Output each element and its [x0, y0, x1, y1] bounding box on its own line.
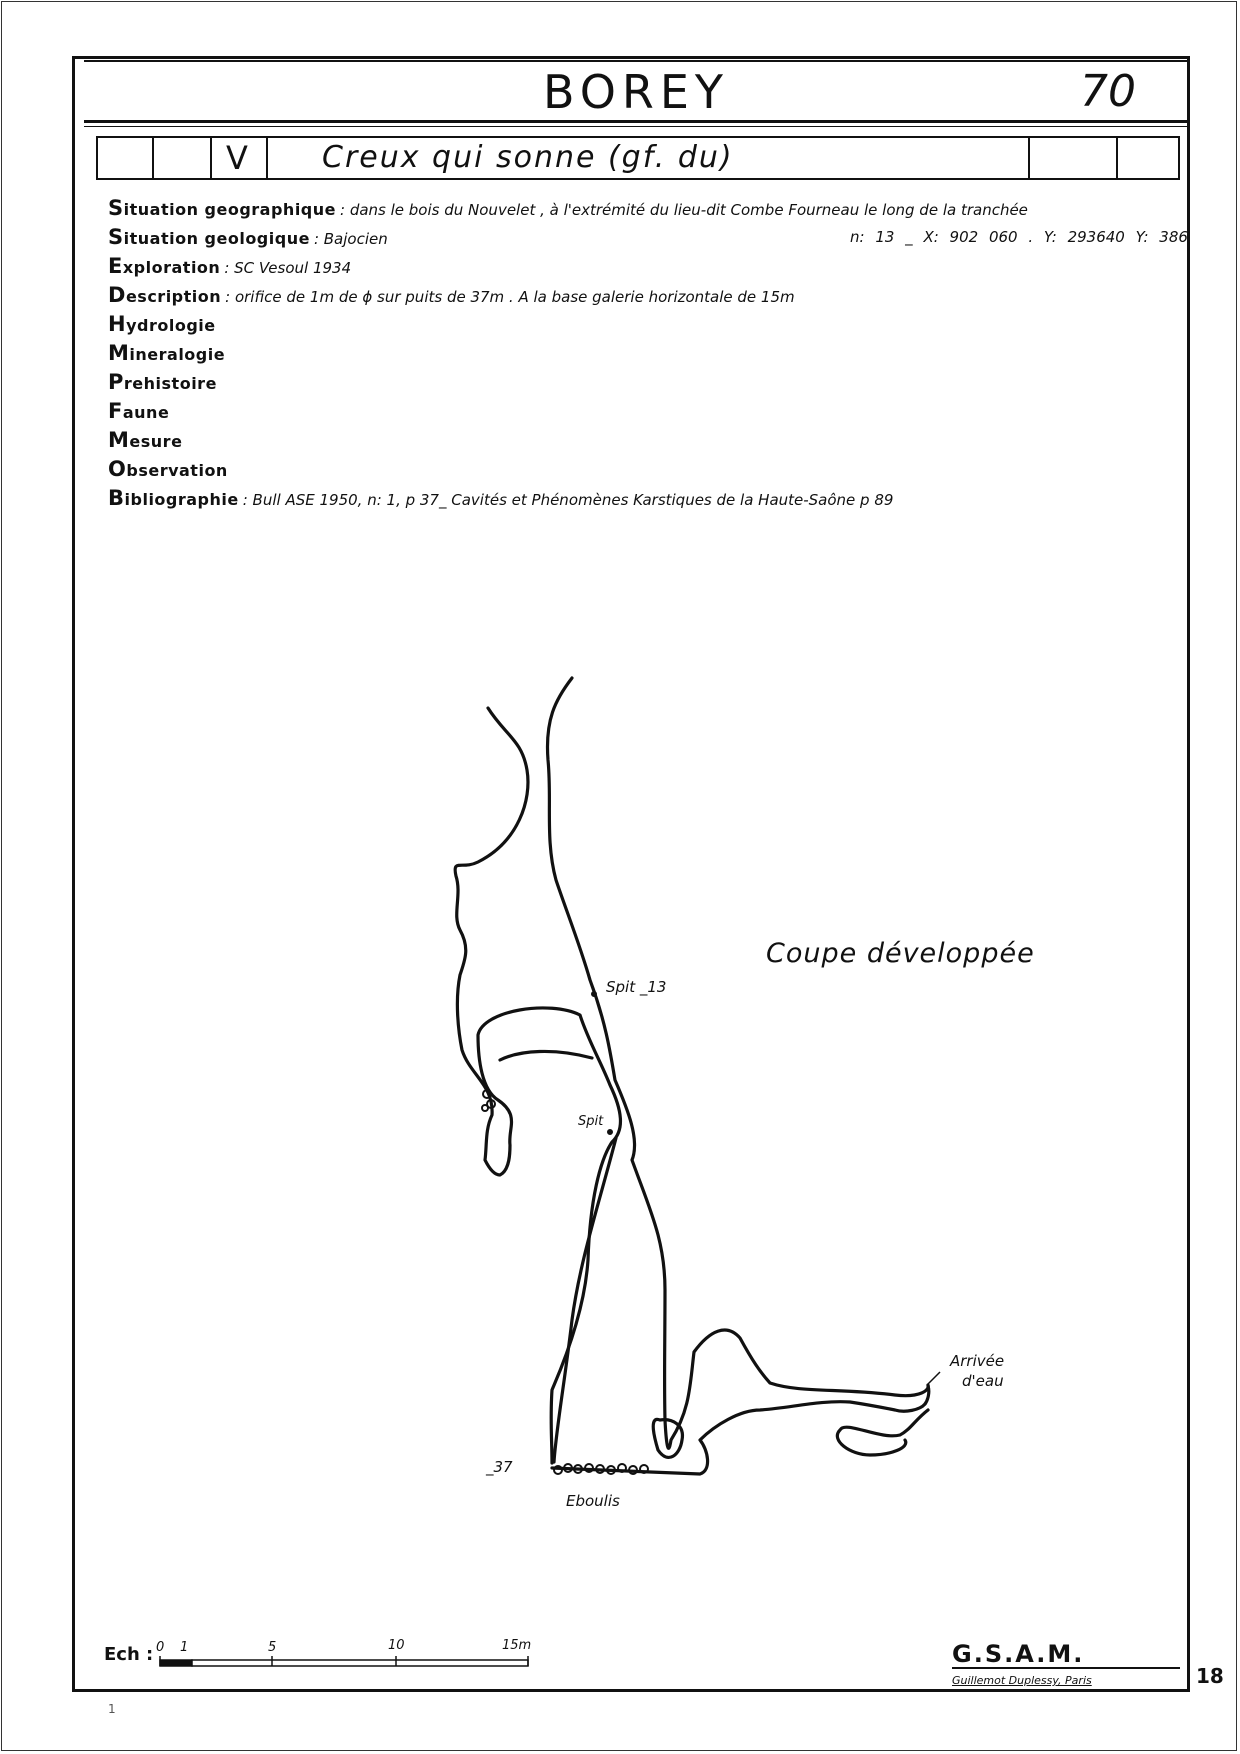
- field-value: : dans le bois du Nouvelet , à l'extrémité du lieu-dit Combe Fourneau le long de la tranchée: [340, 201, 1028, 219]
- label-arrivee: Arrivée: [950, 1352, 1005, 1370]
- label-eboulis: Eboulis: [566, 1492, 620, 1510]
- shaft-wall-outer: [455, 708, 620, 1463]
- label-spit: Spit: [578, 1114, 604, 1129]
- field-label: Exploration: [108, 254, 221, 278]
- publisher-name: Guillemot Duplessy, Paris: [952, 1674, 1092, 1687]
- shaft-wall-left-lower: [554, 1138, 616, 1462]
- scale-label: Ech :: [104, 1644, 154, 1665]
- field-label: Hydrologie: [108, 312, 216, 336]
- coordinates: n: 13 _ X: 902 060 . Y: 293640 Y: 386: [850, 228, 1188, 246]
- scale-bar-filled: [160, 1660, 192, 1666]
- field-value: : orifice de 1m de ϕ sur puits de 37m . A la base galerie horizontale de 15m: [225, 288, 795, 306]
- label-deau: d'eau: [962, 1372, 1004, 1390]
- field-label: Description: [108, 283, 222, 307]
- field-label: Mesure: [108, 428, 183, 452]
- spit-point: [592, 992, 596, 996]
- field-value: : Bull ASE 1950, n: 1, p 37_ Cavités et Phénomènes Karstiques de la Haute-Saône p 89: [242, 491, 894, 509]
- field-label: Bibliographie: [108, 486, 239, 510]
- label-depth: _37: [486, 1458, 513, 1476]
- shaft-wall-right: [547, 678, 928, 1448]
- page-number: 18: [1196, 1664, 1224, 1688]
- inner-passage: [500, 1051, 592, 1060]
- scale-bar: [160, 1656, 528, 1666]
- scale-tick-label: 15m: [502, 1638, 532, 1653]
- cave-name: Creux qui sonne (gf. du): [322, 140, 734, 175]
- org-name: G.S.A.M.: [952, 1640, 1085, 1668]
- scale-tick-label: 1: [180, 1640, 189, 1655]
- field-label: Situation geologique: [108, 225, 310, 249]
- gallery-tail: [837, 1410, 928, 1455]
- department-number: 70: [1080, 66, 1136, 117]
- arrivee-pointer: [928, 1372, 940, 1384]
- field-value: : SC Vesoul 1934: [224, 259, 352, 277]
- commune-title: BOREY: [542, 65, 730, 119]
- scale-tick-label: 10: [388, 1638, 405, 1653]
- section-title: Coupe développée: [766, 938, 1035, 969]
- field-label: Observation: [108, 457, 228, 481]
- label-spit-13: Spit _13: [606, 978, 667, 996]
- scale-tick-label: 5: [268, 1640, 277, 1655]
- scale-tick-label: 0: [156, 1640, 165, 1655]
- cave-type-code: V: [226, 139, 248, 177]
- field-label: Prehistoire: [108, 370, 217, 394]
- spit-point: [608, 1130, 612, 1134]
- boulder: [482, 1105, 488, 1111]
- scale-bar-open: [192, 1660, 528, 1666]
- field-label: Faune: [108, 399, 170, 423]
- field-label: Mineralogie: [108, 341, 226, 365]
- field-value: : Bajocien: [313, 230, 388, 248]
- gallery-lower: [552, 1402, 925, 1474]
- stray-mark: 1: [108, 1702, 116, 1716]
- field-label: Situation geographique: [108, 196, 336, 220]
